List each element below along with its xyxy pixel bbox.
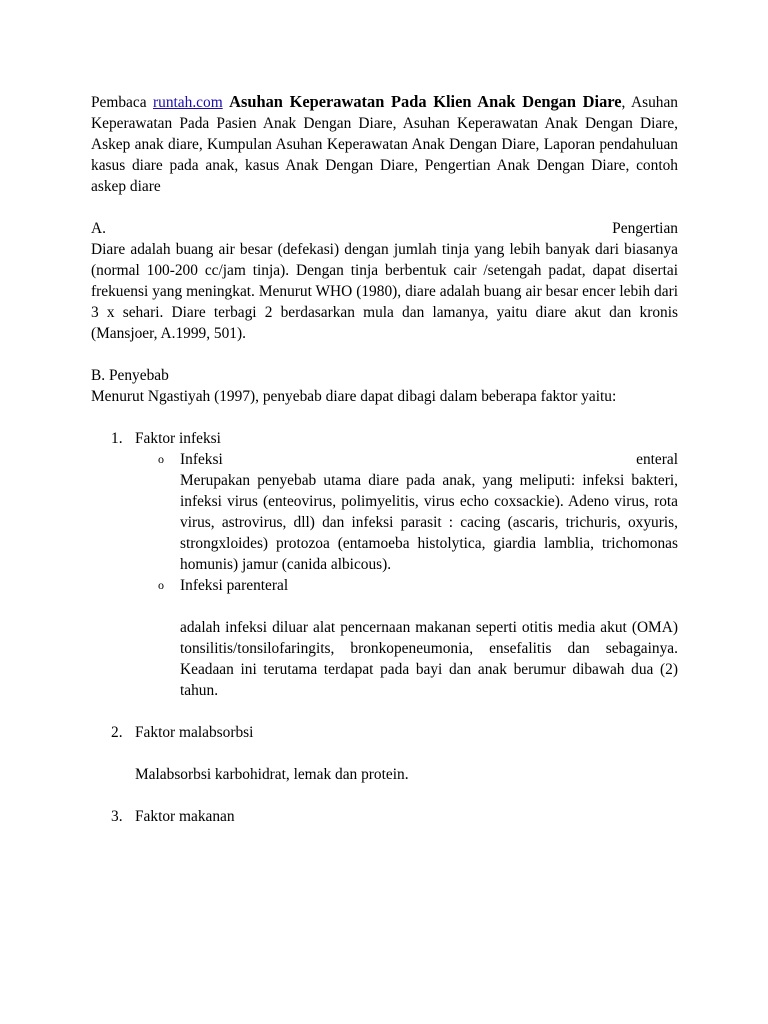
factor-item-infeksi [91,428,678,449]
sub-item-enteral [91,449,678,575]
section-a-letter: A. [91,220,106,237]
factor-label: Faktor malabsorbsi [135,724,254,741]
intro-keywords: , Asuhan Keperawatan Pada Pasien Anak Dengan Diare, Asuhan Keperawatan Anak Dengan Diare, Askep anak diare, Kumpulan Asuhan Keperawatan Anak Dengan Diare, Laporan pendahuluan kasus diare pada anak, kasus Anak Dengan Diare, Pengertian Anak Dengan Diare, contoh askep diare [91,94,679,195]
factor-label: Faktor infeksi [135,430,221,447]
sub-body-enteral: Merupakan penyebab utama diare pada anak, yang meliputi: infeksi bakteri, infeksi virus (enteovirus, polimyelitis, virus echo coxsackie). Adeno virus, rota virus, astrovirus, dll) dan infeksi parasit : cacing (ascaris, trichuris, oxyuris, strongxloides) protozoa (entamoeba histolytica, giardia lamblia, trichomonas homunis) jamur (canida albicous). [180,472,678,573]
circle-bullet-icon: o [158,578,164,592]
factor-label: Faktor makanan [135,808,235,825]
section-a-heading: Pengertian [612,220,678,237]
section-a-body: Diare adalah buang air besar (defekasi) dengan jumlah tinja yang lebih banyak dari biasanya (normal 100-200 cc/jam tinja). Dengan tinja berbentuk cair /setengah padat, dapat disertai frekuensi yang meningkat. Menurut WHO (1980), diare adalah buang air besar encer lebih dari 3 x sehari. Diare terbagi 2 berdasarkan mula dan lamanya, yaitu diare akut dan kronis (Mansjoer, A.1999, 501). [91,241,678,342]
section-b-heading: B. Penyebab [91,367,169,384]
intro-prefix: Pembaca [91,94,154,111]
factor-body-malabsorbsi: Malabsorbsi karbohidrat, lemak dan protein. [135,766,409,783]
sub-title-left: Infeksi [180,451,223,468]
sub-title-right: enteral [636,451,678,468]
sub-item-parenteral [91,575,678,596]
document-content [91,91,678,827]
sub-title: Infeksi parenteral [180,577,289,594]
factor-number: 2. [111,724,123,741]
source-link[interactable]: runtah.com [153,94,223,111]
factor-number: 1. [111,430,123,447]
factor-item-malabsorbsi [91,722,678,743]
section-a-header [91,218,678,239]
sub-body-parenteral: adalah infeksi diluar alat pencernaan makanan seperti otitis media akut (OMA) tonsilitis/tonsilofaringits, bronkopeneumonia, ensefalitis dan sebagainya. Keadaan ini terutama terdapat pada bayi dan anak berumur dibawah dua (2) tahun. [180,619,678,699]
intro-paragraph [91,91,678,197]
section-b-intro: Menurut Ngastiyah (1997), penyebab diare dapat dibagi dalam beberapa faktor yaitu: [91,388,617,405]
factor-item-makanan [91,806,678,827]
circle-bullet-icon: o [158,452,164,466]
article-title: Asuhan Keperawatan Pada Klien Anak Dengan Diare [229,92,622,111]
factor-number: 3. [111,808,123,825]
